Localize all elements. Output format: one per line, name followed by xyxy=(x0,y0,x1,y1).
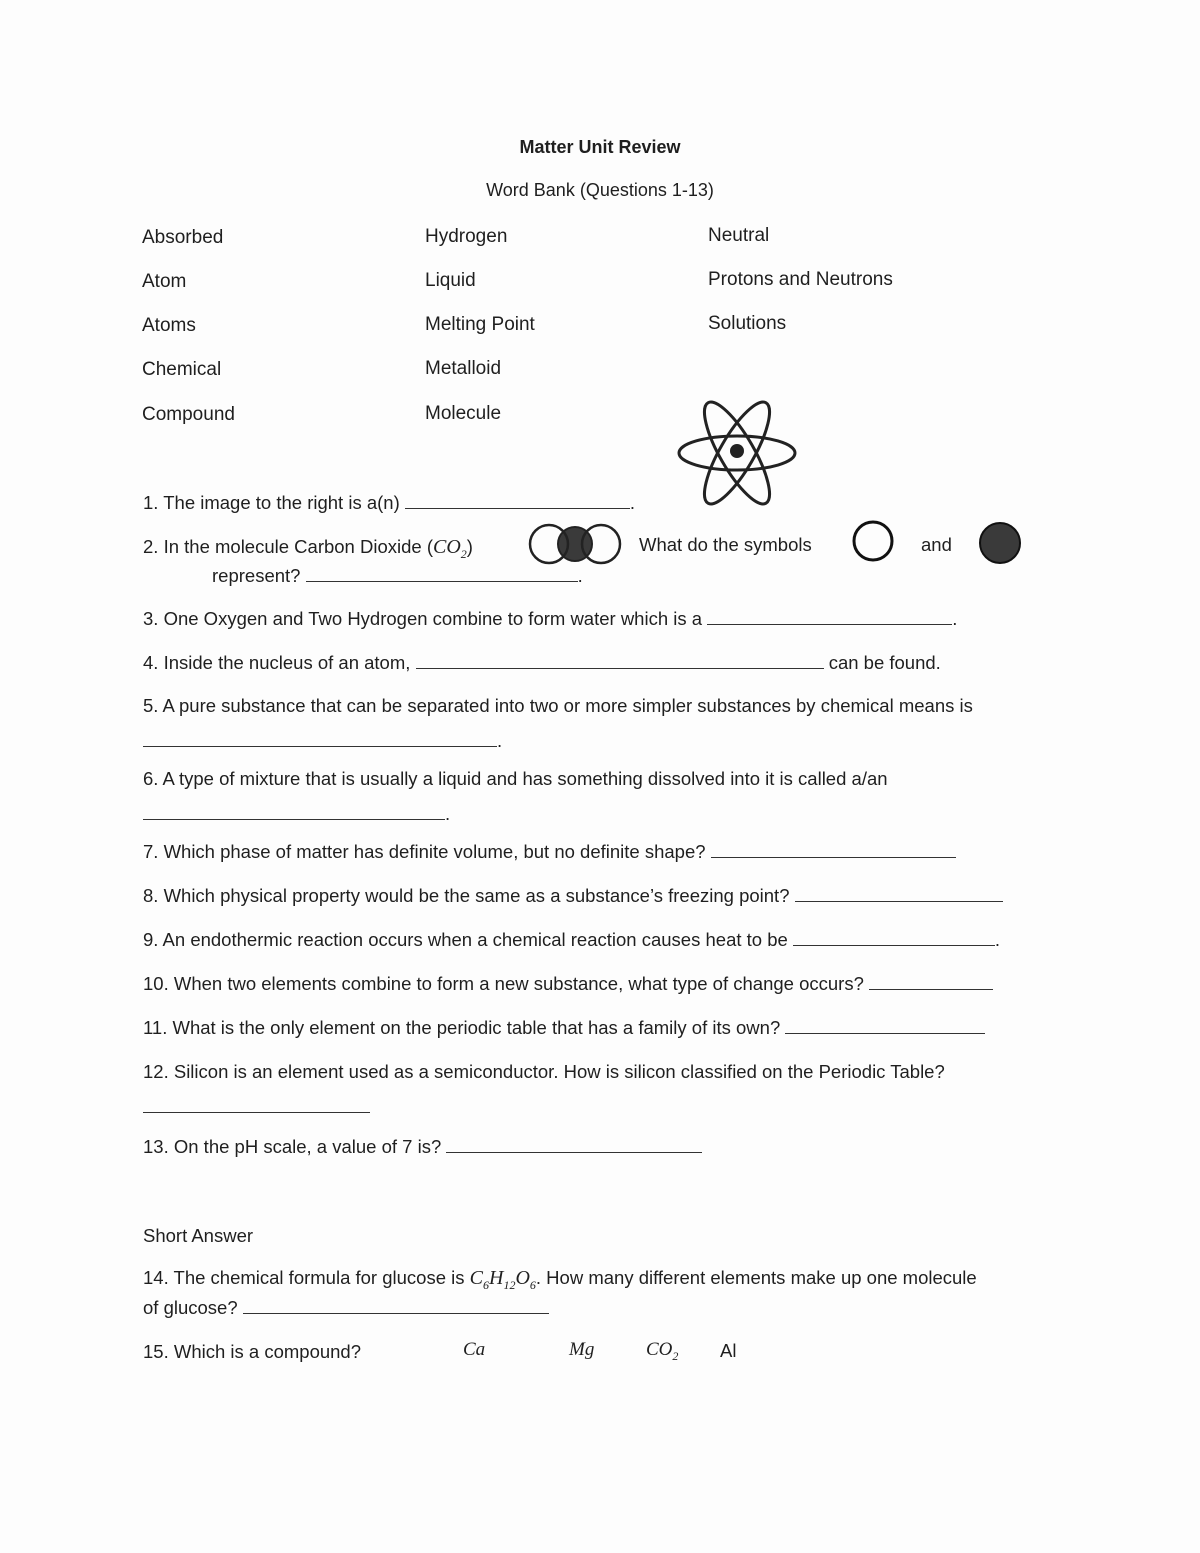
question-text: 2. In the molecule Carbon Dioxide ( xyxy=(143,536,433,557)
question-text: 4. Inside the nucleus of an atom, xyxy=(143,652,411,673)
short-answer-heading: Short Answer xyxy=(143,1225,254,1246)
answer-blank[interactable]: . xyxy=(143,730,502,752)
question-6: 6. A type of mixture that is usually a liquid and has something dissolved into it is called a/an xyxy=(143,768,888,789)
question-7 xyxy=(143,841,956,863)
word-bank-item: Absorbed xyxy=(142,227,224,248)
question-text: 7. Which phase of matter has definite volume, but no definite shape? xyxy=(143,841,706,862)
formula: $CO_2$ xyxy=(432,536,467,561)
page-title: Matter Unit Review xyxy=(519,137,681,157)
question-10 xyxy=(143,973,993,995)
question-12: 12. Silicon is an element used as a semiconductor. How is silicon classified on the Periodic Table? xyxy=(143,1061,945,1082)
question-4 xyxy=(143,652,941,674)
question-text: 10. When two elements combine to form a new substance, what type of change occurs? xyxy=(143,973,864,994)
question-11 xyxy=(143,1017,985,1039)
answer-blank[interactable] xyxy=(711,843,956,858)
question-text: 11. What is the only element on the periodic table that has a family of its own? xyxy=(143,1017,781,1038)
answer-blank[interactable] xyxy=(243,1299,549,1314)
answer-blank[interactable] xyxy=(707,610,952,625)
word-bank-item: Protons and Neutrons xyxy=(708,269,893,290)
question-13 xyxy=(143,1136,702,1158)
question-text: 13. On the pH scale, a value of 7 is? xyxy=(143,1136,442,1157)
question-text: 14. The chemical formula for glucose is xyxy=(143,1267,465,1288)
question-2: 2. In the molecule Carbon Dioxide $(CO_2)$ xyxy=(143,536,473,561)
word-bank-item: Hydrogen xyxy=(425,226,508,247)
answer-blank[interactable] xyxy=(405,494,630,509)
word-bank-item: Atoms xyxy=(142,315,196,336)
word-bank-item: Atom xyxy=(142,271,187,292)
answer-blank[interactable] xyxy=(446,1138,702,1153)
choice-co2[interactable]: $CO_2$ xyxy=(646,1339,679,1363)
question-2-and: and xyxy=(921,534,952,555)
word-bank-item: Molecule xyxy=(425,403,502,424)
question-text: can be found. xyxy=(828,652,941,673)
word-bank-item: Liquid xyxy=(425,270,476,291)
question-2-symbols: What do the symbols xyxy=(639,534,812,555)
filled-circle-icon xyxy=(977,520,1023,566)
answer-blank[interactable] xyxy=(785,1019,985,1034)
question-1: 1. The image to the right is a(n) . xyxy=(143,492,636,513)
question-15: 15. Which is a compound? xyxy=(143,1341,362,1362)
word-bank-item: Metalloid xyxy=(425,358,502,379)
choice-al[interactable]: Al xyxy=(720,1340,737,1361)
question-text: 1. The image to the right is a(n) xyxy=(143,492,400,513)
word-bank-item: Solutions xyxy=(708,313,787,334)
question-14: 14. The chemical formula for glucose is $C_6H_{12}O_6$. How many different elements make up one molecule xyxy=(143,1267,977,1292)
question-text: 3. One Oxygen and Two Hydrogen combine to form water which is a xyxy=(143,608,703,629)
word-bank-heading: Word Bank (Questions 1-13) xyxy=(486,180,714,200)
question-text: 8. Which physical property would be the same as a substance’s freezing point? xyxy=(143,885,790,906)
question-3: 3. One Oxygen and Two Hydrogen combine to form water which is a . xyxy=(143,608,958,629)
word-bank-item: Chemical xyxy=(142,359,222,380)
answer-blank[interactable] xyxy=(795,887,1003,902)
word-bank-item: Melting Point xyxy=(425,314,535,335)
atom-icon xyxy=(675,398,800,508)
answer-blank[interactable] xyxy=(416,654,824,669)
open-circle-icon xyxy=(850,518,896,564)
answer-blank[interactable]: . xyxy=(143,803,450,825)
formula: $C_6H_{12}O_6$ xyxy=(469,1267,536,1292)
question-8 xyxy=(143,885,1003,907)
answer-blank[interactable] xyxy=(869,975,993,990)
question-9: 9. An endothermic reaction occurs when a chemical reaction causes heat to be . xyxy=(143,929,1001,950)
answer-blank[interactable] xyxy=(793,931,995,946)
choice-mg[interactable]: Mg xyxy=(569,1339,595,1360)
question-14-continued: of glucose? xyxy=(143,1297,549,1319)
question-2-continued: represent? . xyxy=(212,565,583,586)
co2-molecule-icon xyxy=(527,521,624,567)
word-bank-item: Compound xyxy=(142,404,235,425)
choice-ca[interactable]: Ca xyxy=(463,1339,486,1360)
question-text: 9. An endothermic reaction occurs when a chemical reaction causes heat to be xyxy=(143,929,788,950)
answer-blank[interactable] xyxy=(143,1096,370,1118)
question-5: 5. A pure substance that can be separated into two or more simpler substances by chemical means is xyxy=(143,695,973,716)
word-bank-item: Neutral xyxy=(708,225,770,246)
answer-blank[interactable] xyxy=(306,567,578,582)
